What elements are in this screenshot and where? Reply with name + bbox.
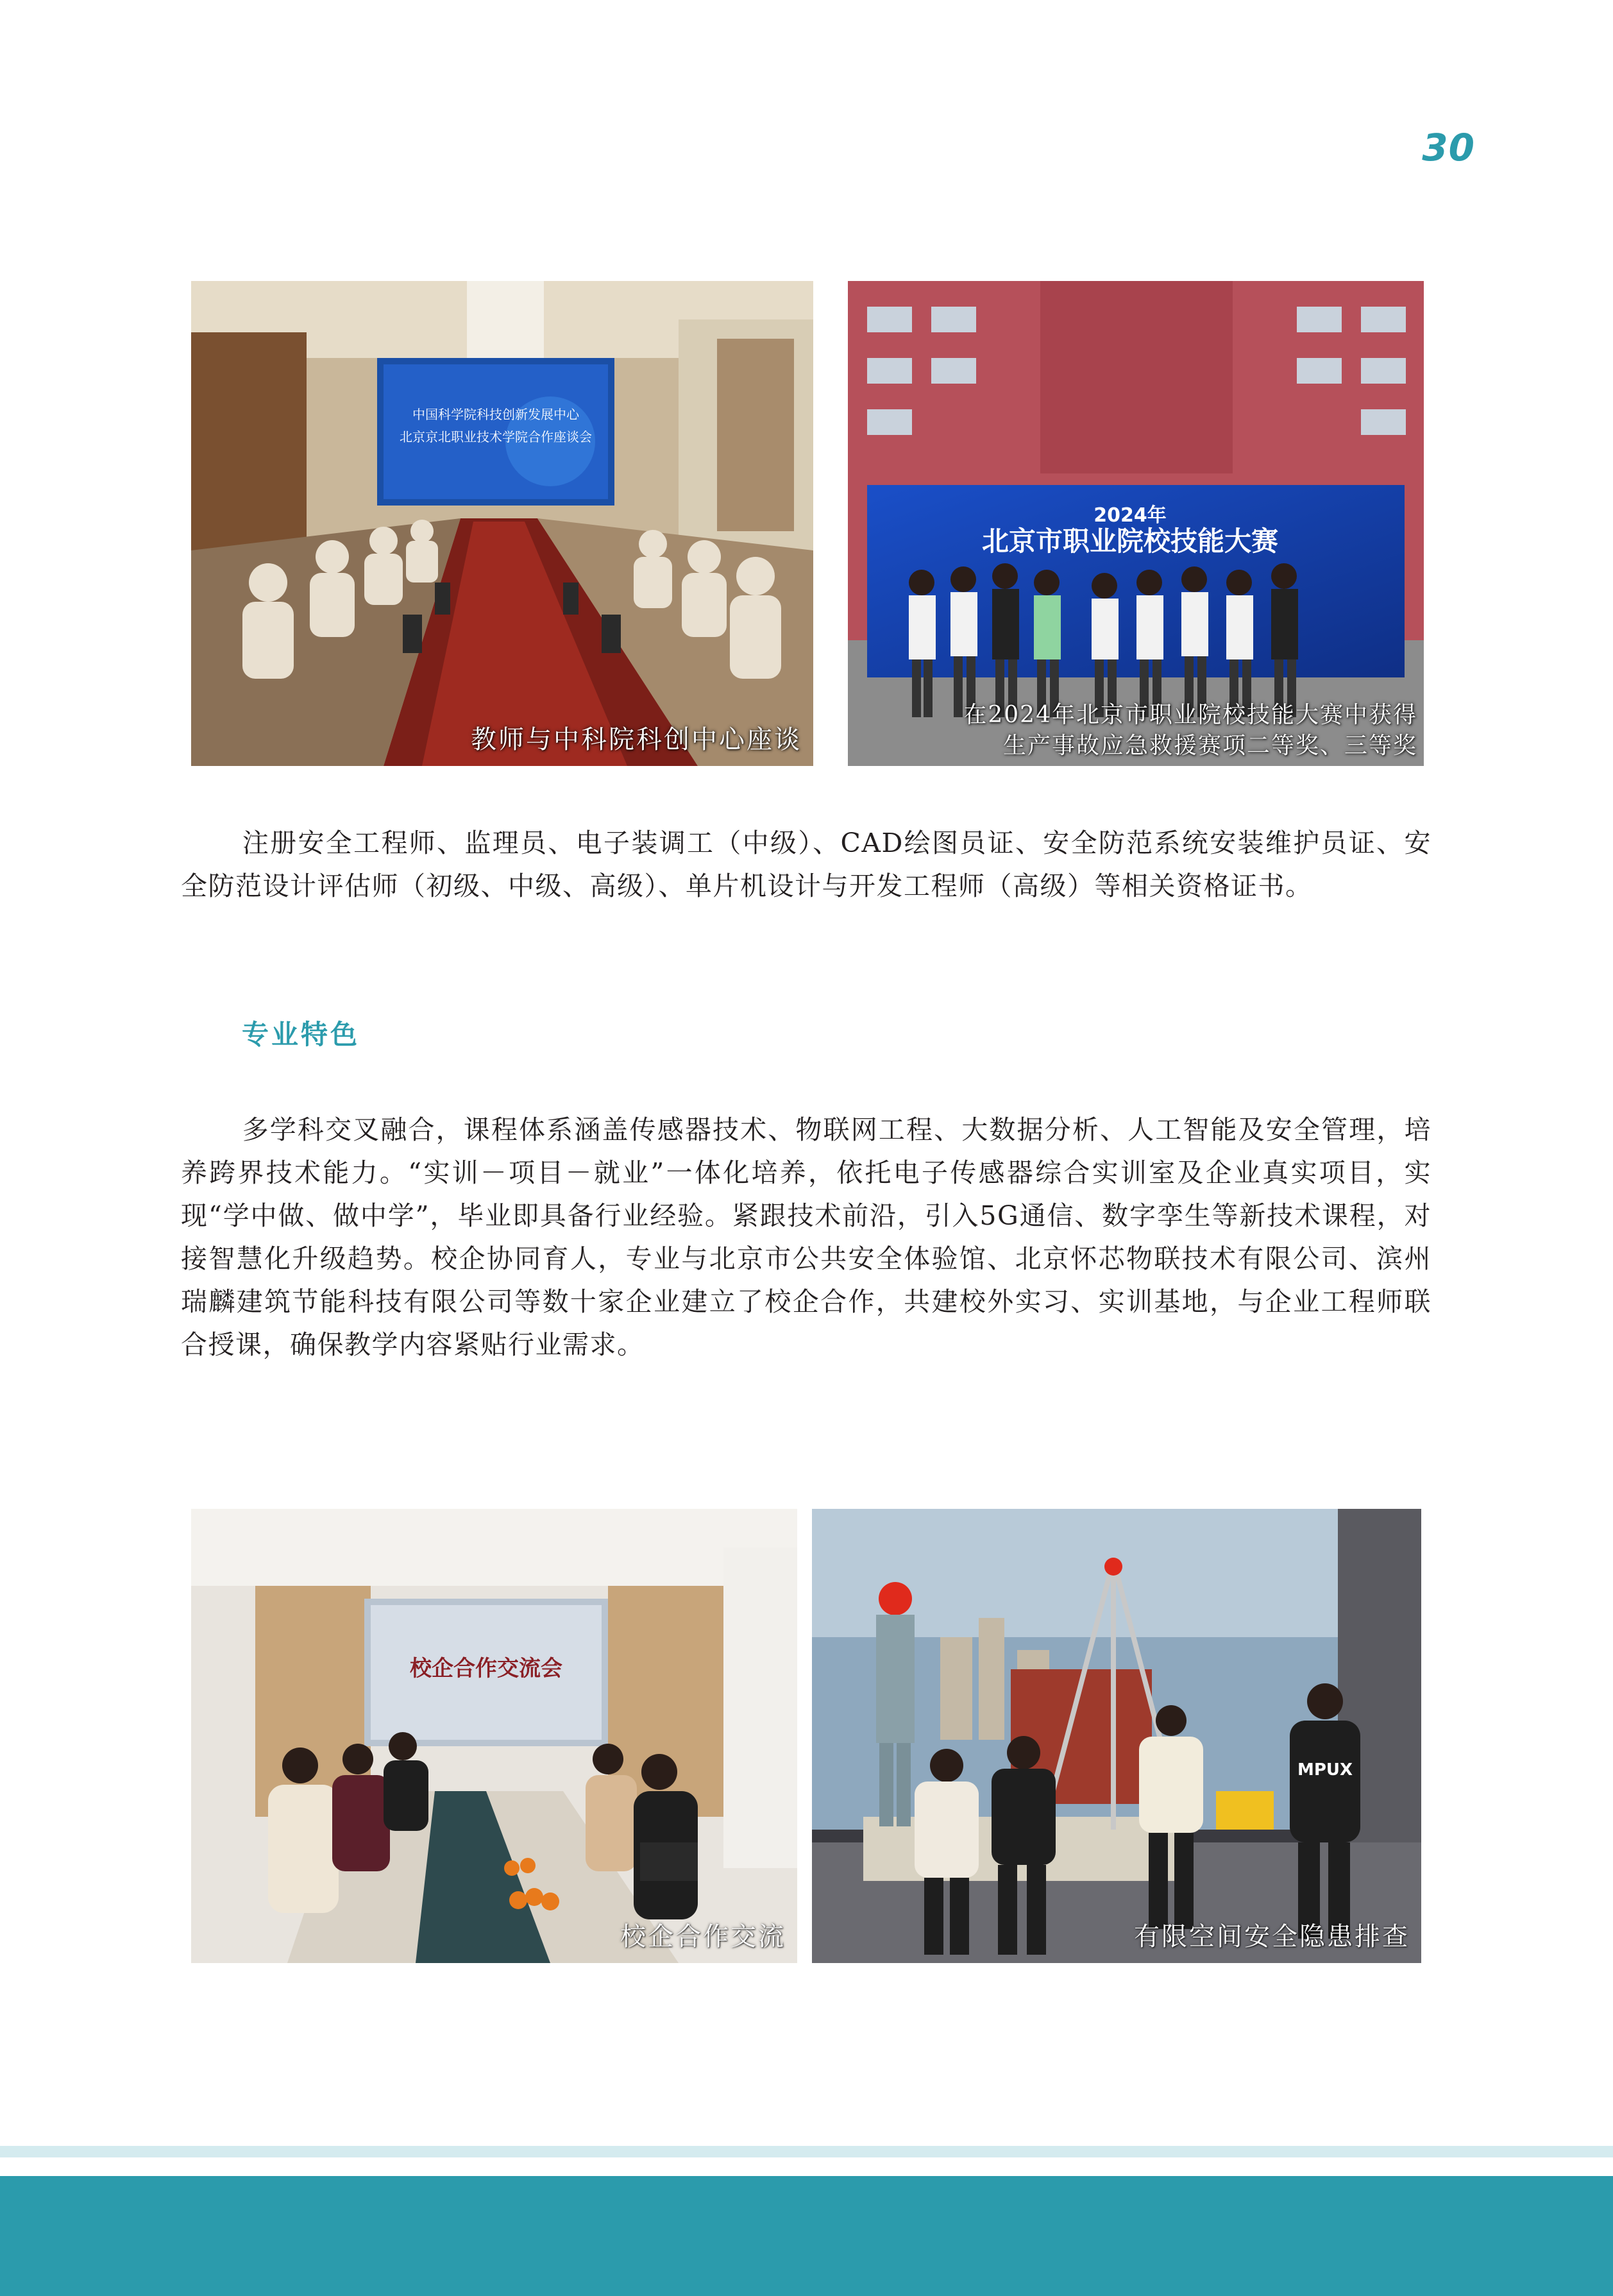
conference-room-illustration [191,1509,797,1963]
photo-caption: 教师与中科院科创中心座谈 [471,725,802,754]
footer-band [0,2176,1613,2296]
paragraph-2-text: 多学科交叉融合，课程体系涵盖传感器技术、物联网工程、大数据分析、人工智能及安全管理，培养跨界技术能力。“实训－项目－就业”一体化培养，依托电子传感器综合实训室及企业真实项目，实现“学中做、做中学”，毕业即具备行业经验。紧跟技术前沿，引入5G通信、数字孪生等新技术课程，对接智慧化升级趋势。校企协同育人，专业与北京市公共安全体验馆、北京怀芯物联技术有限公司、滨州瑞麟建筑节能科技有限公司等数十家企业建立了校企合作，共建校外实习、实训基地，与企业工程师联合授课，确保教学内容紧贴行业需求。 [181,1114,1431,1360]
screen-line-2: 北京京北职业技术学院合作座谈会 [400,429,592,445]
screen-line-1: 中国科学院科技创新发展中心 [412,407,579,422]
section-heading: 专业特色 [242,1019,360,1050]
paragraph-1-text: 注册安全工程师、监理员、电子装调工（中级）、CAD绘图员证、安全防范系统安装维护员证、安全防范设计评估师（初级、中级、高级）、单片机设计与开发工程师（高级）等相关资格证书。 [181,828,1431,901]
photo-teacher-meeting [191,281,813,766]
banner-year: 2024年 [1094,504,1167,527]
photo-caption-line-2: 生产事故应急救援赛项二等奖、三等奖 [1002,733,1417,760]
confined-space-illustration [812,1509,1421,1963]
photo-caption [963,700,1417,762]
photo-caption-line-1: 在2024年北京市职业院校技能大赛中获得 [963,701,1417,728]
photo-enterprise-exchange [191,1509,797,1963]
footer-band-light [0,2146,1613,2157]
meeting-room-illustration [191,281,813,766]
paragraph-features [181,1109,1431,1366]
paragraph-certificates [181,822,1431,908]
photo-caption: 校企合作交流 [620,1922,786,1952]
competition-illustration [848,281,1424,766]
photo-caption: 有限空间安全隐患排查 [1134,1922,1410,1952]
photo-confined-space [812,1509,1421,1963]
photo-skills-competition [848,281,1424,766]
screen-text: 校企合作交流会 [410,1656,562,1681]
page-number: 30 [1422,126,1475,169]
banner-title: 北京市职业院校技能大赛 [981,525,1279,557]
shirt-text: MPUX [1297,1760,1353,1780]
